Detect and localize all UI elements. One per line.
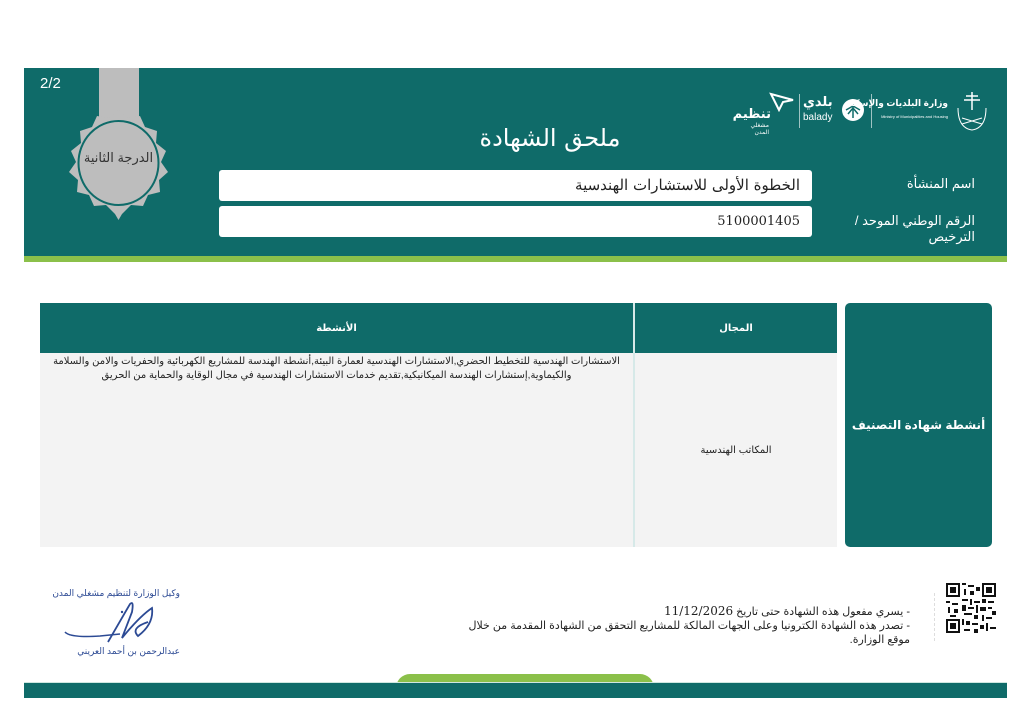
signature-block: [45, 588, 190, 660]
validity-note: [462, 604, 910, 619]
tanzeem-subtitle: مشغلي المدن: [750, 123, 769, 136]
ministry-emblem-icon: [954, 88, 990, 132]
header-accent-stripe: [24, 256, 1007, 262]
signatory-name: عبدالرحمن بن أحمد العريني: [77, 646, 180, 656]
national-number-label: الرقم الوطني الموحد /الترخيص: [854, 213, 975, 244]
qr-divider: [934, 593, 935, 641]
logos-bar: [732, 88, 990, 136]
national-number-field: 5100001405: [219, 206, 812, 237]
activities-table: [40, 303, 837, 547]
column-header-activities: [40, 303, 633, 353]
establishment-name-field: الخطوة الأولى للاستشارات الهندسية: [219, 170, 812, 201]
classification-activities-card: [845, 303, 992, 547]
qr-code-icon[interactable]: [946, 583, 996, 633]
table-cell-field-value: المكاتب الهندسية: [700, 444, 772, 456]
establishment-name-label: اسم المنشأة: [906, 176, 975, 191]
page-number: 2/2: [40, 75, 61, 92]
validity-note-text: - يسري مفعول هذه الشهادة حتى تاريخ: [733, 606, 910, 618]
tanzeem-arrow-icon: [769, 92, 795, 112]
footer-band: [24, 682, 1007, 698]
grade-label: الدرجة الثانية: [83, 150, 154, 165]
classification-activities-label: أنشطة شهادة التصنيف: [851, 418, 986, 432]
balady-name-en: balady: [803, 112, 833, 123]
column-divider: [633, 303, 635, 547]
page-title: ملحق الشهادة: [479, 124, 621, 152]
certificate-notes: [462, 604, 910, 647]
signature-icon: [60, 598, 170, 646]
table-cell-activities: الاستشارات الهندسية للتخطيط الحضري,الاستشارات الهندسية لعمارة البيئة,أنشطة الهندسة للمشاريع الكهربائية والحفريات والامن والسلامة والكيماوية,إستشارات الهندسة الميكانيكية,تقديم خدمات الاستشارات الهندسية في مجال الوقاية والحماية من الحريق: [40, 353, 633, 547]
ministry-logo: [843, 88, 990, 136]
balady-name-ar: بلدي: [803, 94, 833, 109]
column-header-field-label: المجال: [719, 322, 753, 334]
column-header-activities-label: الأنشطة: [316, 322, 357, 334]
verification-note: - تصدر هذه الشهادة الكترونيا وعلى الجهات المالكة للمشاريع التحقق من الشهادة المقدمة من خلال موقع الوزارة.: [468, 620, 910, 646]
column-header-field: [635, 303, 837, 353]
signatory-title: وكيل الوزارة لتنظيم مشغلي المدن: [52, 588, 180, 598]
tanzeem-logo: [732, 92, 797, 136]
tanzeem-name: تنظيم: [732, 106, 771, 121]
valid-until-date: 11/12/2026: [663, 604, 734, 618]
ministry-name-ar: وزارة البلديات والإسكان: [843, 98, 948, 108]
table-cell-field: [635, 353, 837, 547]
ministry-name-en: Ministry of Municipalities and Housing: [881, 114, 948, 119]
logo-divider: [799, 94, 800, 128]
